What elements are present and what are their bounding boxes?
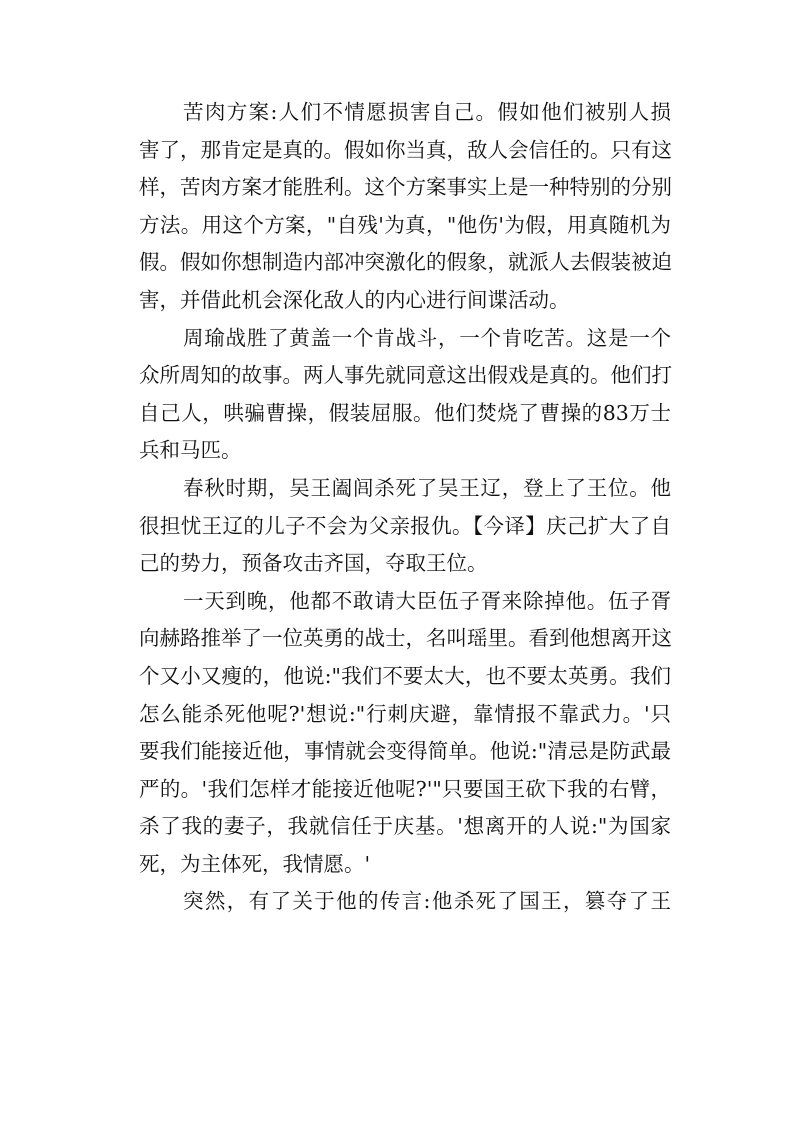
text-line: 一天到晚，他都不敢请大臣伍子胥来除掉他。伍子胥 (183, 588, 671, 613)
text-line: 样，苦肉方案才能胜利。这个方案事实上是一种特别的分别 (139, 175, 672, 200)
text-line: 突然，有了关于他的传言:他杀死了国王，篡夺了王 (183, 889, 671, 914)
text-line: 很担忧王辽的儿子不会为父亲报仇。【今译】庆己扩大了自 (139, 513, 671, 538)
text-line: 害了，那肯定是真的。假如你当真，敌人会信任的。只有这 (139, 137, 672, 162)
text-line: 兵和马匹。 (139, 438, 242, 463)
text-line: 众所周知的故事。两人事先就同意这出假戏是真的。他们打 (139, 363, 672, 388)
paragraph-yi-tian-dao-wan (139, 583, 671, 884)
text-line: 向赫路推举了一位英勇的战士，名叫瑶里。看到他想离开这 (139, 626, 672, 651)
paragraph-ku-rou-ji (139, 94, 671, 320)
text-line: 死，为主体死，我情愿。' (139, 851, 371, 876)
paragraph-chun-qiu (139, 470, 671, 583)
text-line: 己的势力，预备攻击齐国，夺取王位。 (139, 551, 488, 576)
text-line: 春秋时期，吴王阖闾杀死了吴王辽，登上了王位。他 (183, 475, 671, 500)
paragraph-tu-ran (139, 883, 671, 921)
document-page (139, 94, 671, 921)
text-line: 害，并借此机会深化敌人的内心进行间谍活动。 (139, 287, 570, 312)
text-line: 假。假如你想制造内部冲突激化的假象，就派人去假装被迫 (139, 250, 672, 275)
text-line: 个又小又瘦的，他说:"我们不要太大，也不要太英勇。我们 (139, 663, 671, 688)
text-line: 要我们能接近他，事情就会变得简单。他说:"清忌是防武最 (139, 739, 671, 764)
text-line: 自己人，哄骗曹操，假装屈服。他们焚烧了曹操的83万士 (139, 400, 671, 425)
paragraph-zhou-yu-huang-gai (139, 320, 671, 470)
text-line: 周瑜战胜了黄盖一个肯战斗，一个肯吃苦。这是一个 (183, 325, 671, 350)
text-line: 怎么能杀死他呢?'想说:"行刺庆避，靠情报不靠武力。'只 (139, 701, 671, 726)
text-line: 杀了我的妻子，我就信任于庆基。'想离开的人说:"为国家 (139, 814, 671, 839)
text-line: 方法。用这个方案，"自残'为真，"他伤'为假，用真随机为 (139, 212, 671, 237)
text-line: 严的。'我们怎样才能接近他呢?'"只要国王砍下我的右臂， (139, 776, 671, 801)
text-line: 苦肉方案:人们不情愿损害自己。假如他们被别人损 (183, 100, 671, 124)
